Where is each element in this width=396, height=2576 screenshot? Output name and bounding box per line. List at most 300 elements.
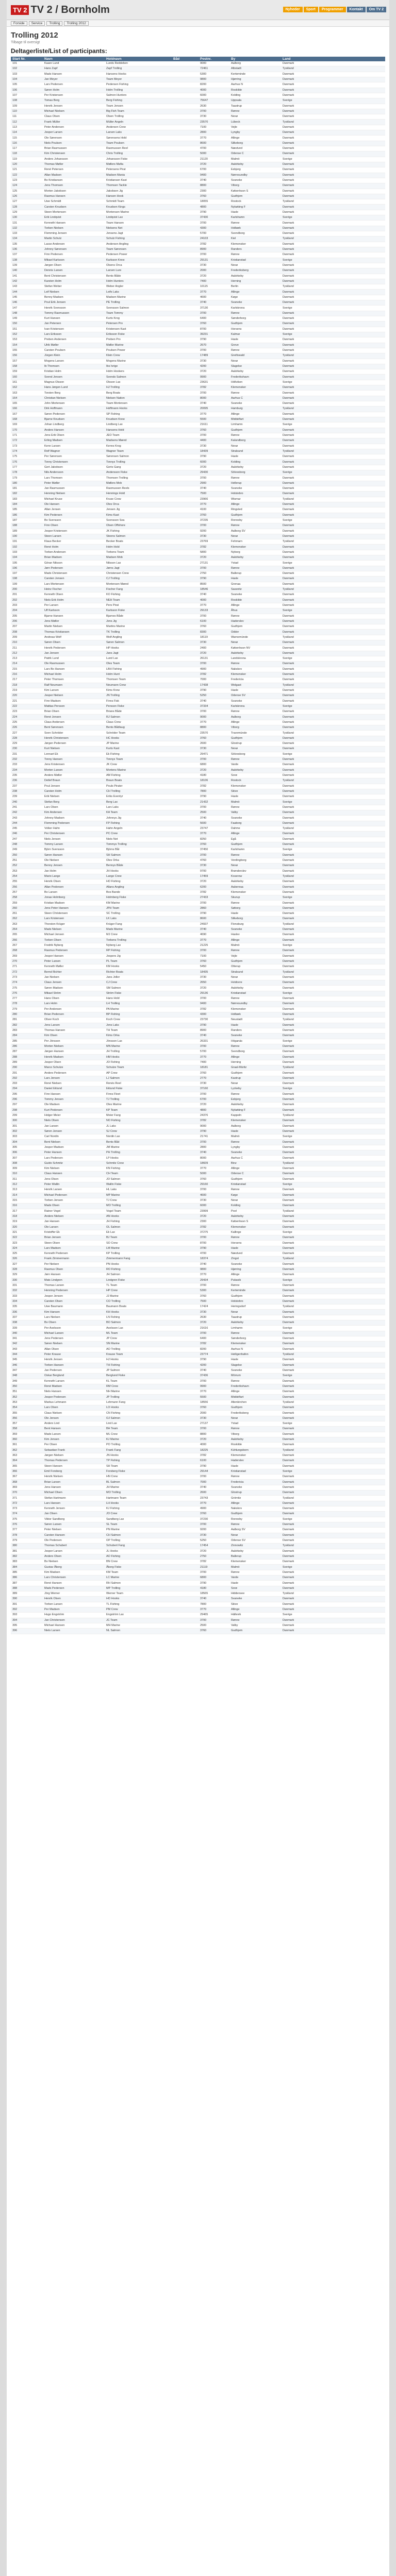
table-cell: 241 <box>11 805 43 810</box>
table-cell: 292 <box>11 1076 43 1081</box>
table-row <box>11 513 385 518</box>
table-cell: Danmark <box>281 1512 385 1517</box>
table-cell: Mads Nielsen <box>43 927 105 932</box>
table-row <box>11 337 385 343</box>
table-row <box>11 231 385 236</box>
table-row <box>11 72 385 77</box>
table-cell: Johan Lindberg <box>43 422 105 428</box>
table-cell: Torben Andersen <box>43 550 105 555</box>
table-cell: Malmö <box>229 943 281 948</box>
table-cell: Kurt Nielsen <box>43 747 105 752</box>
table-cell: Morten Jakobsen <box>43 189 105 194</box>
table-cell: 18435 <box>199 970 229 975</box>
table-cell: Odense C <box>229 1172 281 1177</box>
table-cell: 4800 <box>199 205 229 210</box>
table-cell <box>172 752 199 757</box>
table-cell: 18556 <box>199 1400 229 1405</box>
table-cell: Höllviken <box>229 380 281 385</box>
table-cell: René Nielsen <box>43 1081 105 1087</box>
table-cell <box>172 311 199 316</box>
table-cell: 2000 <box>199 1411 229 1416</box>
table-cell <box>172 1209 199 1214</box>
breadcrumb-item[interactable]: Service <box>29 21 45 26</box>
back-link[interactable]: Tilbage til oversigt <box>11 41 40 44</box>
nav-item-kontakt[interactable]: Kontakt <box>347 7 366 12</box>
table-cell: 3760 <box>199 624 229 630</box>
table-row <box>11 151 385 157</box>
table-cell: 287 <box>11 1049 43 1055</box>
table-cell: Sverige <box>281 608 385 614</box>
table-cell: Madsen Mania <box>105 173 172 178</box>
table-cell: Bos Bande <box>105 890 172 895</box>
table-cell: Viktor Sandberg <box>43 1517 105 1522</box>
table-cell: Mads Pedersen <box>43 1586 105 1591</box>
table-row <box>11 768 385 773</box>
table-cell: Danmark <box>281 1262 385 1267</box>
table-cell: 3782 <box>199 784 229 789</box>
table-cell: Svaneke <box>229 699 281 704</box>
table-cell: Hasle <box>229 1464 281 1469</box>
table-row <box>11 1039 385 1044</box>
table-cell: 2650 <box>199 980 229 986</box>
table-cell: 8900 <box>199 1028 229 1033</box>
table-cell: 29471 <box>199 752 229 757</box>
site-logo[interactable] <box>11 3 110 16</box>
table-cell: Torben Larsen <box>43 1602 105 1607</box>
table-cell: TH Team <box>105 1028 172 1033</box>
table-cell: Danmark <box>281 337 385 343</box>
table-cell <box>172 433 199 438</box>
table-cell <box>172 1310 199 1315</box>
table-cell: 244 <box>11 821 43 826</box>
table-cell: 29160 <box>199 1182 229 1187</box>
table-cell: 4300 <box>199 1012 229 1017</box>
table-cell: Aakirkeby <box>229 1549 281 1554</box>
table-cell: 181 <box>11 486 43 492</box>
table-cell <box>172 959 199 964</box>
table-cell: 343 <box>11 1347 43 1352</box>
table-cell: Klein Crew <box>105 353 172 359</box>
table-cell: 231 <box>11 752 43 757</box>
table-row <box>11 927 385 932</box>
table-cell: Michael Nielsen <box>43 109 105 114</box>
table-cell: Danmark <box>281 598 385 603</box>
table-cell: Danmark <box>281 529 385 534</box>
table-cell: HP Crew <box>105 1289 172 1294</box>
table-cell <box>172 598 199 603</box>
table-cell: Team Poulsen <box>105 141 172 146</box>
table-cell: Odense C <box>229 151 281 157</box>
table-cell: Limhamn <box>229 1326 281 1331</box>
table-cell: 340 <box>11 1331 43 1336</box>
table-cell: Berg Lax <box>105 800 172 805</box>
table-cell: Lars Pedersen <box>43 1156 105 1161</box>
table-cell: Wagner Team <box>105 449 172 454</box>
table-cell <box>172 1363 199 1368</box>
table-cell: 351 <box>11 1389 43 1395</box>
table-row <box>11 226 385 231</box>
table-cell: 9000 <box>199 1124 229 1129</box>
table-cell: 4900 <box>199 667 229 672</box>
table-cell: 2800 <box>199 1145 229 1150</box>
table-cell <box>172 454 199 460</box>
table-cell: Danmark <box>281 768 385 773</box>
table-row <box>11 1214 385 1219</box>
table-cell: 3770 <box>199 832 229 837</box>
table-cell: JH Salmon <box>105 1273 172 1278</box>
table-cell: Tyskland <box>281 497 385 502</box>
table-cell: Danmark <box>281 816 385 821</box>
table-cell: Allinge <box>229 412 281 417</box>
table-row <box>11 571 385 577</box>
table-cell <box>172 120 199 125</box>
table-row <box>11 332 385 337</box>
nav-item-nyheder[interactable]: Nyheder <box>283 7 303 12</box>
table-cell: 37334 <box>199 704 229 709</box>
table-row <box>11 412 385 417</box>
table-cell <box>172 693 199 699</box>
table-cell: Danmark <box>281 1198 385 1203</box>
table-cell: 3720 <box>199 879 229 885</box>
table-cell: Hasle <box>229 911 281 917</box>
table-cell: Mads Larsen <box>43 1432 105 1437</box>
table-row <box>11 1629 385 1634</box>
breadcrumb-item[interactable]: Trolling 2012 <box>64 21 88 26</box>
table-cell: 7500 <box>199 1299 229 1304</box>
table-cell: Nexø <box>229 1081 281 1087</box>
table-row <box>11 1283 385 1288</box>
table-cell: Danmark <box>281 1490 385 1496</box>
table-cell: 307 <box>11 1156 43 1161</box>
table-cell: 314 <box>11 1193 43 1198</box>
table-cell: 3700 <box>199 391 229 396</box>
table-cell <box>172 1235 199 1241</box>
table-cell: 5000 <box>199 151 229 157</box>
table-cell <box>172 1538 199 1543</box>
table-cell: 210 <box>11 640 43 646</box>
table-cell: MO Trolling <box>105 1490 172 1496</box>
table-cell: Hasle <box>229 577 281 582</box>
table-cell: Thomsen Trolling <box>105 476 172 481</box>
table-cell: 131 <box>11 221 43 226</box>
table-cell: 7000 <box>199 1480 229 1485</box>
table-cell: Sverige <box>281 1374 385 1379</box>
table-row <box>11 614 385 619</box>
table-cell: 282 <box>11 1023 43 1028</box>
table-cell: Team Jensen <box>105 104 172 109</box>
table-cell: Daniel Eklund <box>43 1087 105 1092</box>
table-row <box>11 1395 385 1400</box>
table-cell: 3700 <box>199 566 229 571</box>
table-cell: Danmark <box>281 789 385 794</box>
table-row <box>11 369 385 375</box>
table-cell: Danmark <box>281 391 385 396</box>
table-row <box>11 1501 385 1506</box>
table-cell: 75647 <box>199 98 229 104</box>
table-cell: Johnny Sørensen <box>43 247 105 252</box>
table-cell: Michael Kruse <box>43 497 105 502</box>
table-cell: Danmark <box>281 1172 385 1177</box>
table-cell: RJ Salmon <box>105 715 172 720</box>
table-cell: 119 <box>11 157 43 162</box>
table-cell: Brian Larsen <box>43 1480 105 1485</box>
table-cell: Klemensker <box>229 1342 281 1347</box>
table-cell: Holger Meier <box>43 1113 105 1118</box>
table-cell <box>172 1517 199 1522</box>
table-cell: Svendborg <box>229 231 281 236</box>
table-row <box>11 178 385 183</box>
table-cell <box>172 1087 199 1092</box>
table-cell: 27433 <box>199 895 229 901</box>
table-cell <box>172 321 199 327</box>
table-cell: Skive <box>229 1602 281 1607</box>
table-cell: Allinge <box>229 720 281 725</box>
table-row <box>11 895 385 901</box>
table-cell <box>172 1565 199 1570</box>
table-row <box>11 162 385 167</box>
table-cell: 269 <box>11 954 43 959</box>
table-cell: Rønne <box>229 566 281 571</box>
table-cell: 18225 <box>199 1448 229 1453</box>
section-title: Deltagerliste/List of participants: <box>11 47 107 55</box>
table-cell: 324 <box>11 1246 43 1251</box>
table-cell <box>172 1018 199 1023</box>
table-cell <box>172 1076 199 1081</box>
table-cell: 8800 <box>199 1432 229 1437</box>
table-cell: Steen Larsen <box>43 534 105 539</box>
table-row <box>11 561 385 566</box>
table-cell: Preben Andersen <box>43 337 105 343</box>
table-cell: 283 <box>11 1028 43 1033</box>
table-cell: Henrik Christensen <box>43 736 105 741</box>
table-cell: 138 <box>11 258 43 263</box>
table-cell <box>172 603 199 608</box>
table-cell: Hartmann Team <box>105 1496 172 1501</box>
table-cell: 298 <box>11 1108 43 1113</box>
table-cell: Ib Thomsen <box>43 364 105 369</box>
table-cell: Danmark <box>281 364 385 369</box>
table-cell <box>172 444 199 449</box>
table-cell: 3790 <box>199 1358 229 1363</box>
table-cell: 151 <box>11 327 43 332</box>
table-cell: 6400 <box>199 316 229 321</box>
table-cell <box>172 1113 199 1118</box>
table-cell <box>172 1496 199 1501</box>
table-cell: 18439 <box>199 449 229 454</box>
table-cell: Rolf Wagner <box>43 449 105 454</box>
table-cell: BL Salmon <box>105 1480 172 1485</box>
table-cell: Tommy Larsen <box>43 842 105 847</box>
table-cell: Danmark <box>281 906 385 911</box>
table-cell: Holm Hold <box>105 545 172 550</box>
table-cell <box>172 1262 199 1267</box>
table-cell <box>172 778 199 784</box>
table-cell: Silkeborg <box>229 917 281 922</box>
table-cell: Danmark <box>281 693 385 699</box>
table-cell: HP Hooks <box>105 646 172 651</box>
table-cell: 216 <box>11 672 43 677</box>
table-cell: 29136 <box>199 991 229 996</box>
table-cell: Mogens Larsen <box>43 359 105 364</box>
table-cell <box>172 842 199 847</box>
table-row <box>11 125 385 130</box>
table-cell: 2300 <box>199 189 229 194</box>
table-cell <box>172 470 199 476</box>
table-cell: 316 <box>11 1204 43 1209</box>
table-cell: 360 <box>11 1437 43 1442</box>
table-cell: 5700 <box>199 1049 229 1055</box>
nav-item-programmer[interactable]: Programmer <box>319 7 346 12</box>
table-cell: Jürgen Klein <box>43 353 105 359</box>
table-cell <box>172 375 199 380</box>
table-cell: Binz <box>229 1161 281 1166</box>
table-cell: CH Trolling <box>105 789 172 794</box>
table-cell: Finn Hansen <box>43 1092 105 1097</box>
table-cell: Rønne <box>229 614 281 619</box>
table-cell: Landskrona <box>229 656 281 662</box>
table-cell: Karlshamn <box>229 215 281 221</box>
table-cell: SM Salmon <box>105 986 172 991</box>
table-cell: Danmark <box>281 805 385 810</box>
table-cell: KN Fishing <box>105 1166 172 1172</box>
table-cell: Danmark <box>281 1267 385 1272</box>
table-row <box>11 1150 385 1156</box>
table-row <box>11 406 385 412</box>
table-row <box>11 1591 385 1597</box>
table-cell: Lars Mortensen <box>43 582 105 587</box>
table-cell: Jørn Hansen <box>43 1273 105 1278</box>
table-cell: 3740 <box>199 699 229 704</box>
table-cell: 315 <box>11 1198 43 1203</box>
table-cell: 309 <box>11 1166 43 1172</box>
table-cell: 272 <box>11 970 43 975</box>
table-cell: Nykøbing F <box>229 205 281 210</box>
table-cell: Allan Jensen <box>43 507 105 513</box>
table-cell: Roskilde <box>229 1443 281 1448</box>
table-cell: 5300 <box>199 1289 229 1294</box>
table-row <box>11 1352 385 1357</box>
table-cell <box>172 1575 199 1581</box>
table-cell: Danmark <box>281 1156 385 1161</box>
table-cell <box>172 890 199 895</box>
table-cell: Madsens Mænd <box>105 438 172 444</box>
table-cell <box>172 1347 199 1352</box>
table-cell: Andersen Crew <box>105 125 172 130</box>
table-cell <box>172 226 199 231</box>
table-cell: Brians Både <box>105 709 172 715</box>
table-cell: Niels Larsen <box>43 1629 105 1634</box>
table-cell: Tyskland <box>281 1544 385 1549</box>
table-cell: Danmark <box>281 863 385 869</box>
table-cell <box>172 879 199 885</box>
table-cell: 396 <box>11 1629 43 1634</box>
table-cell: Niels Jensen <box>43 837 105 842</box>
table-cell: 37436 <box>199 1374 229 1379</box>
breadcrumb-item[interactable]: Forside <box>11 21 27 26</box>
table-cell: 3720 <box>199 465 229 470</box>
table-cell: 9400 <box>199 1002 229 1007</box>
table-cell: 296 <box>11 1097 43 1102</box>
table-cell: JO Fishing <box>105 1060 172 1065</box>
table-cell <box>172 481 199 486</box>
table-cell: Danmark <box>281 300 385 306</box>
table-cell <box>172 948 199 954</box>
table-cell: Gudhjem <box>229 1294 281 1299</box>
table-cell: 199 <box>11 582 43 587</box>
table-cell: Claus Crew <box>105 720 172 725</box>
table-cell <box>172 1506 199 1512</box>
table-cell: Danmark <box>281 433 385 438</box>
table-cell: Rønne <box>229 1235 281 1241</box>
table-cell: RM Crew <box>105 1384 172 1389</box>
table-cell: 104 <box>11 77 43 82</box>
table-cell: Slagelse <box>229 364 281 369</box>
table-row <box>11 1182 385 1187</box>
table-cell: Danmark <box>281 1389 385 1395</box>
table-cell: 312 <box>11 1182 43 1187</box>
table-cell: Jesper Madsen <box>43 1145 105 1150</box>
table-row <box>11 189 385 194</box>
table-cell: 260 <box>11 906 43 911</box>
nav-item-sport[interactable]: Sport <box>304 7 318 12</box>
table-cell: Danmark <box>281 640 385 646</box>
table-cell: LK Laks <box>105 917 172 922</box>
table-cell: Danmark <box>281 1246 385 1251</box>
breadcrumb-item[interactable]: Trolling <box>46 21 62 26</box>
table-row <box>11 608 385 614</box>
table-cell: Danmark <box>281 1623 385 1628</box>
table-cell: Limhamn <box>229 422 281 428</box>
table-cell <box>172 911 199 917</box>
table-row <box>11 837 385 842</box>
table-cell: 3700 <box>199 1188 229 1193</box>
table-row <box>11 321 385 327</box>
table-cell: 2750 <box>199 1554 229 1559</box>
table-cell: 3700 <box>199 1044 229 1049</box>
table-cell <box>172 826 199 832</box>
table-cell: Larsen Lure <box>105 268 172 274</box>
table-cell: OJ Salmon <box>105 1416 172 1421</box>
table-row <box>11 757 385 762</box>
table-cell: Andreas Wolf <box>43 635 105 640</box>
nav-item-om[interactable]: Om TV 2 <box>367 7 386 12</box>
table-cell: 3700 <box>199 996 229 1002</box>
table-cell: Finn Madsen <box>43 699 105 704</box>
table-cell: Danmark <box>281 1241 385 1246</box>
table-cell: Renés Reel <box>105 1081 172 1087</box>
table-cell: Rostock <box>229 778 281 784</box>
table-cell <box>172 662 199 667</box>
table-cell: 3720 <box>199 162 229 167</box>
table-cell: Aakirkeby <box>229 369 281 375</box>
table-cell: Danmark <box>281 975 385 980</box>
table-cell: 7000 <box>199 677 229 683</box>
table-cell: Svaneke <box>229 486 281 492</box>
table-row <box>11 1097 385 1102</box>
table-row <box>11 1575 385 1581</box>
table-cell: Kristianstad <box>229 1469 281 1474</box>
table-cell: Rønne <box>229 1044 281 1049</box>
table-cell: 243 <box>11 816 43 821</box>
table-cell: 186 <box>11 513 43 518</box>
table-cell: Neumann Crew <box>105 683 172 688</box>
table-cell: 8800 <box>199 725 229 731</box>
table-cell: 6800 <box>199 762 229 768</box>
table-cell: 23747 <box>199 826 229 832</box>
table-cell: Engström Lax <box>105 1613 172 1618</box>
table-cell: 105 <box>11 82 43 88</box>
table-row <box>11 1262 385 1267</box>
